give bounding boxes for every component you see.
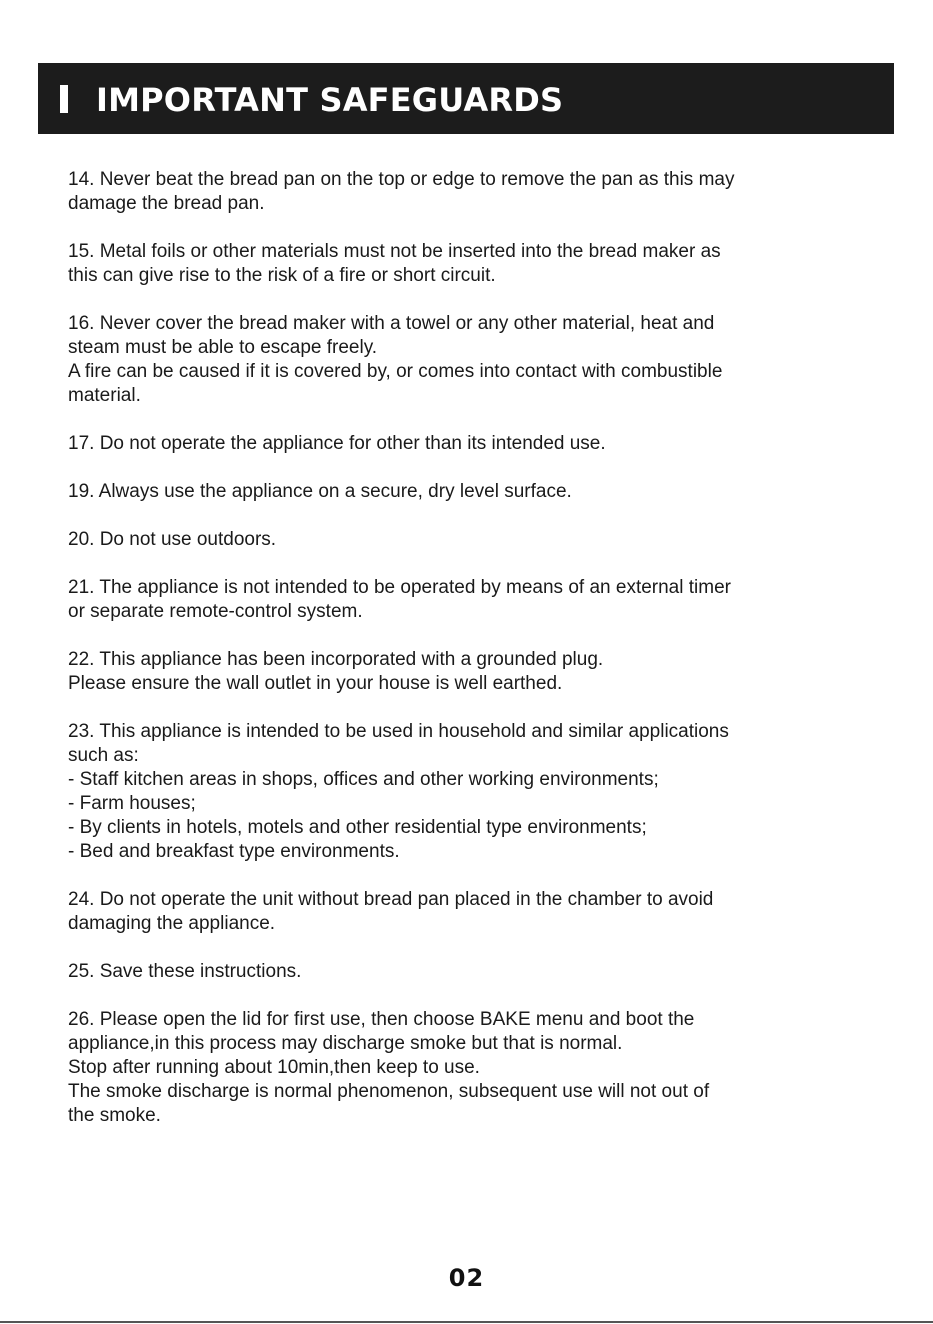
safeguard-text-line: 14. Never beat the bread pan on the top or edge to remove the pan as this may	[68, 169, 735, 190]
safeguard-text-line: 25. Save these instructions.	[68, 961, 302, 982]
safeguard-item	[68, 888, 868, 936]
safeguard-text-line: Please ensure the wall outlet in your house is well earthed.	[68, 673, 563, 694]
title-bar-mark	[60, 85, 68, 113]
safeguard-item	[68, 576, 868, 624]
safeguard-item	[68, 1008, 868, 1128]
safeguard-text-line: 21. The appliance is not intended to be operated by means of an external timer	[68, 577, 731, 598]
safeguard-item	[68, 648, 868, 696]
safeguard-item	[68, 312, 868, 408]
safeguard-text-line: damage the bread pan.	[68, 193, 265, 214]
safeguard-text-line: 16. Never cover the bread maker with a towel or any other material, heat and	[68, 313, 715, 334]
safeguard-text-line: 19. Always use the appliance on a secure, dry level surface.	[68, 481, 572, 502]
safeguard-text-line: - Bed and breakfast type environments.	[68, 841, 400, 862]
safeguard-text-line: 17. Do not operate the appliance for other than its intended use.	[68, 433, 606, 454]
safeguards-list	[68, 168, 868, 1152]
safeguard-item	[68, 168, 868, 216]
safeguard-text-line: 24. Do not operate the unit without bread pan placed in the chamber to avoid	[68, 889, 714, 910]
safeguard-text-line: such as:	[68, 745, 139, 766]
safeguard-text-line: appliance,in this process may discharge smoke but that is normal.	[68, 1033, 623, 1054]
page-number: 02	[448, 1264, 485, 1292]
safeguard-text-line: material.	[68, 385, 141, 406]
section-title: IMPORTANT SAFEGUARDS	[96, 80, 564, 119]
safeguard-text-line: steam must be able to escape freely.	[68, 337, 378, 358]
safeguard-text-line: - Staff kitchen areas in shops, offices and other working environments;	[68, 769, 659, 790]
safeguard-item	[68, 960, 868, 984]
safeguard-item	[68, 720, 868, 864]
safeguard-text-line: A fire can be caused if it is covered by, or comes into contact with combustible	[68, 361, 723, 382]
safeguard-item	[68, 432, 868, 456]
safeguard-text-line: or separate remote-control system.	[68, 601, 363, 622]
safeguard-text-line: damaging the appliance.	[68, 913, 276, 934]
safeguard-text-line: The smoke discharge is normal phenomenon, subsequent use will not out of	[68, 1081, 710, 1102]
safeguard-text-line: this can give rise to the risk of a fire or short circuit.	[68, 265, 496, 286]
bottom-rule	[0, 1321, 933, 1323]
safeguard-item	[68, 480, 868, 504]
section-header	[38, 63, 894, 134]
safeguard-text-line: 15. Metal foils or other materials must not be inserted into the bread maker as	[68, 241, 721, 262]
safeguard-text-line: 23. This appliance is intended to be used in household and similar applications	[68, 721, 729, 742]
safeguard-text-line: 20. Do not use outdoors.	[68, 529, 277, 550]
safeguard-item	[68, 528, 868, 552]
safeguard-text-line: 26. Please open the lid for first use, then choose BAKE menu and boot the	[68, 1009, 695, 1030]
safeguard-text-line: - Farm houses;	[68, 793, 196, 814]
safeguard-item	[68, 240, 868, 288]
safeguard-text-line: Stop after running about 10min,then keep to use.	[68, 1057, 480, 1078]
safeguard-text-line: the smoke.	[68, 1105, 161, 1126]
safeguard-text-line: - By clients in hotels, motels and other residential type environments;	[68, 817, 647, 838]
safeguard-text-line: 22. This appliance has been incorporated with a grounded plug.	[68, 649, 604, 670]
